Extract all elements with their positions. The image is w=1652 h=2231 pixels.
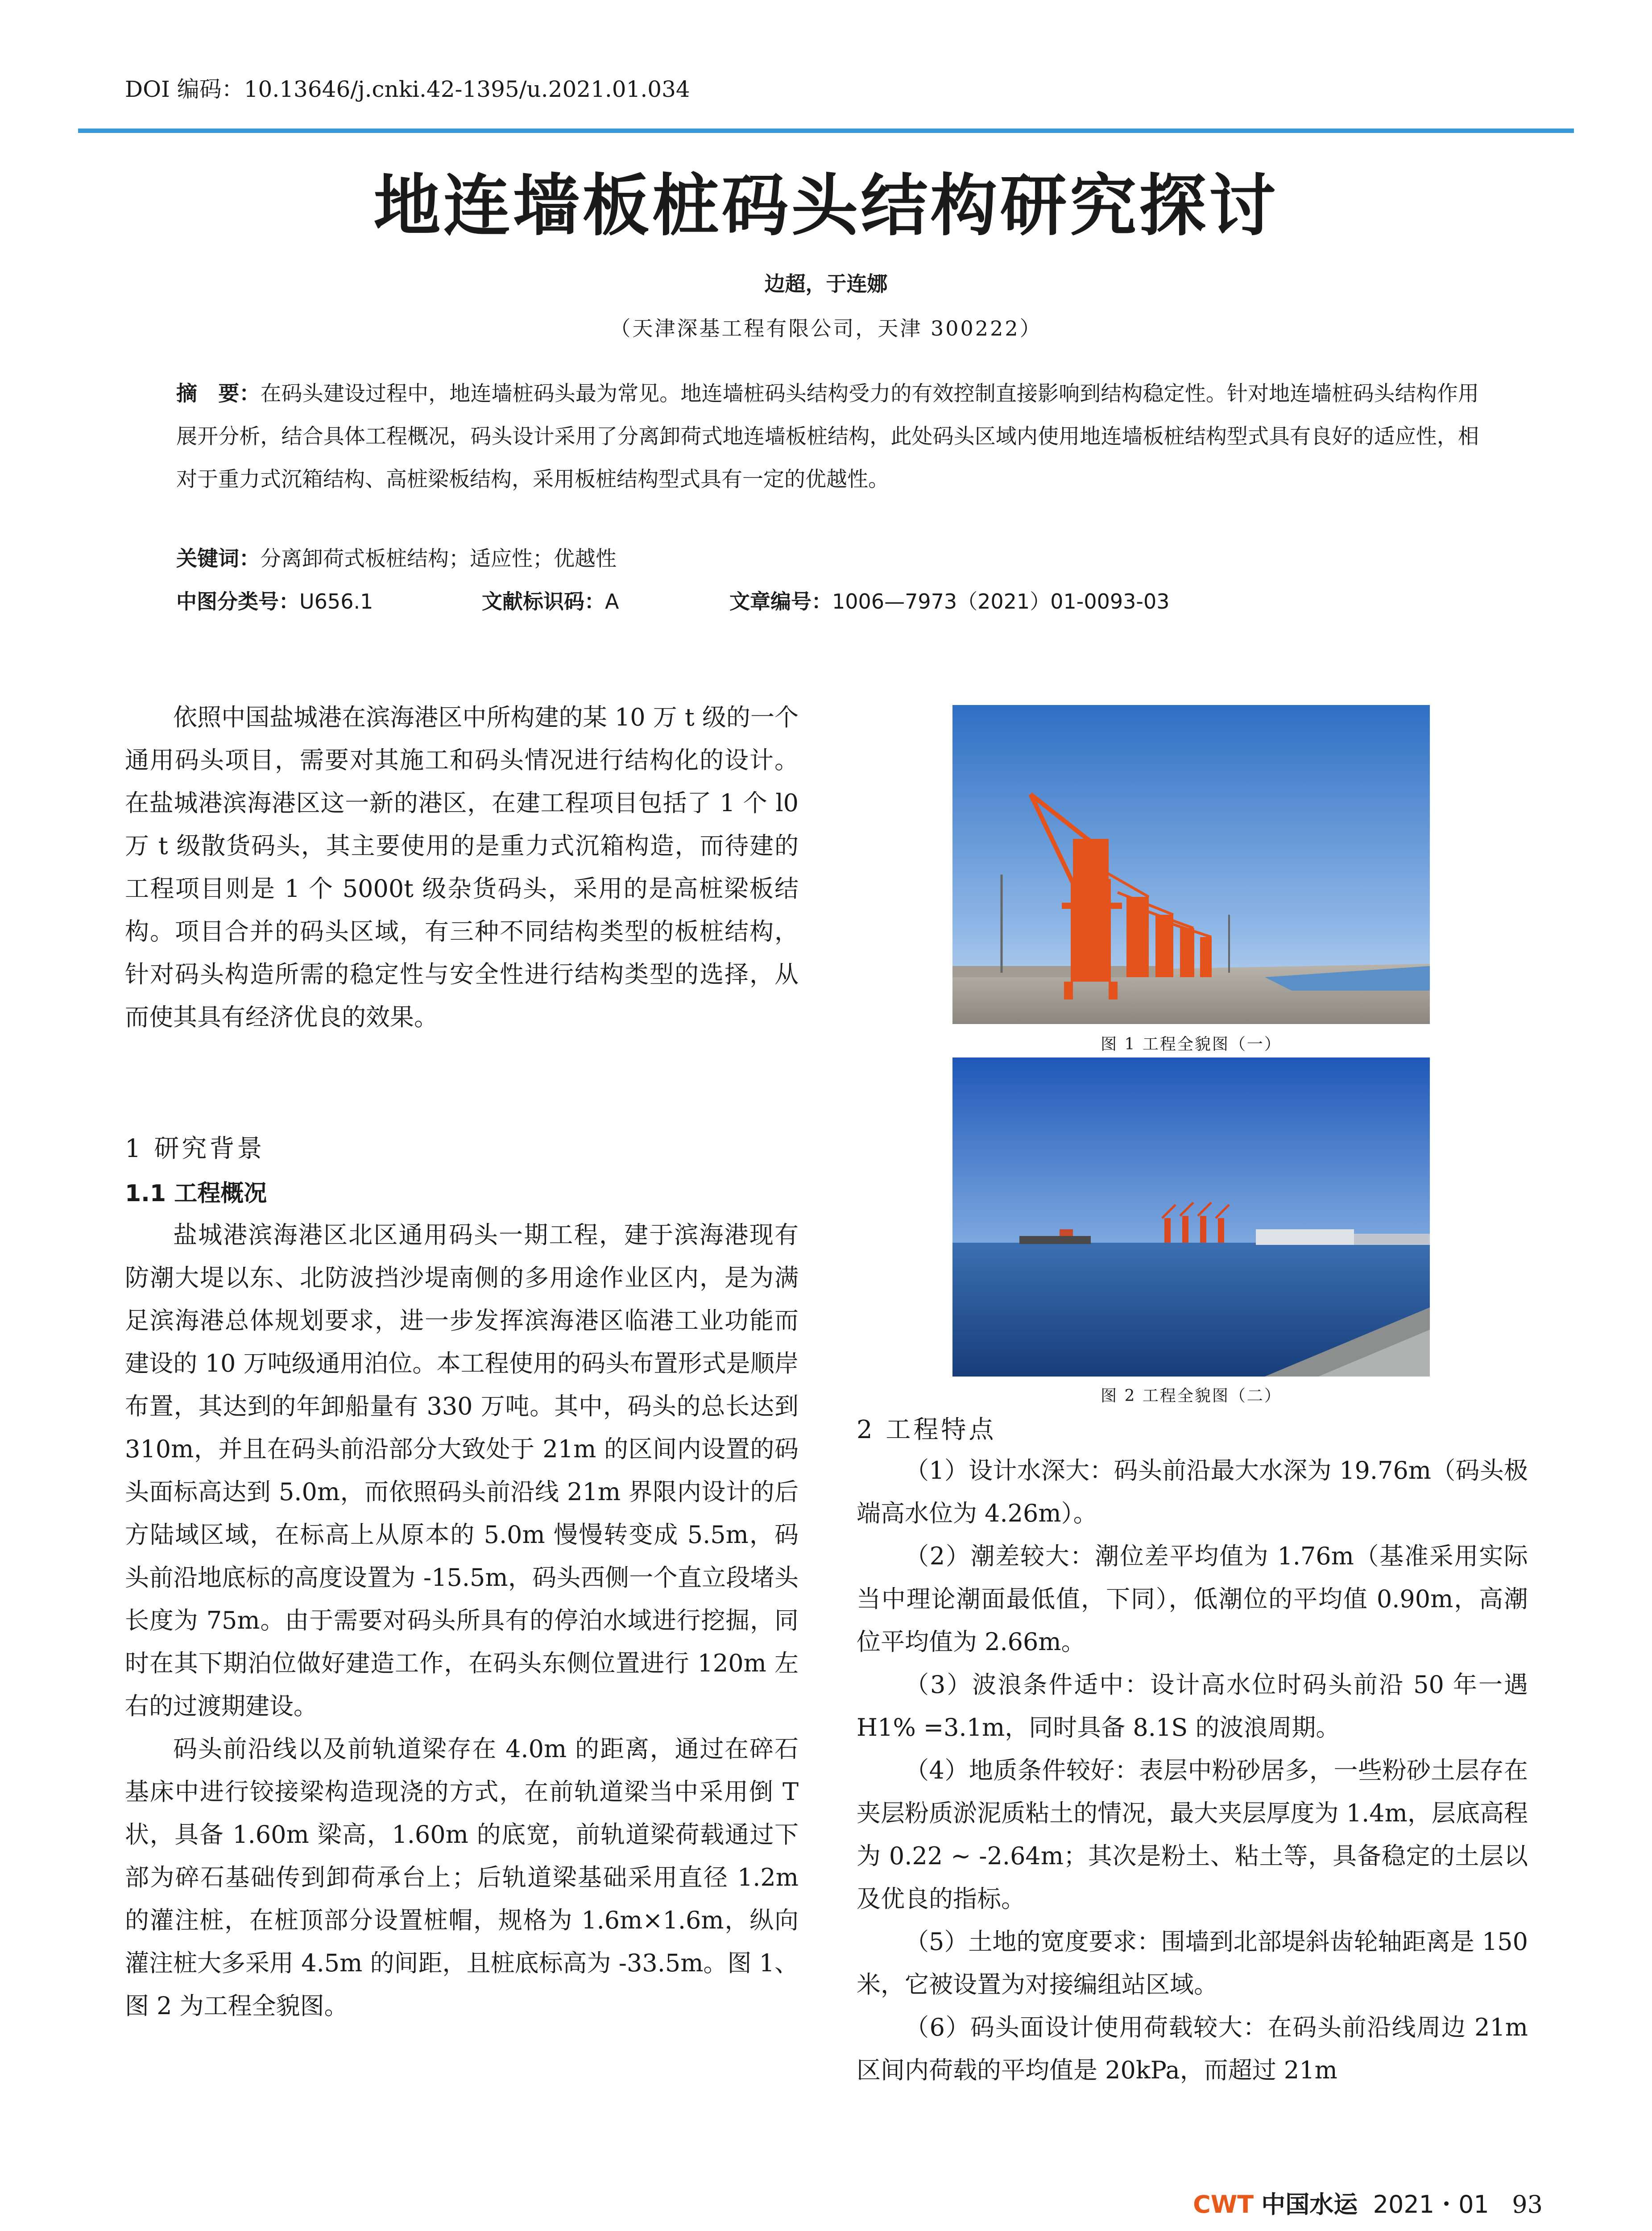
journal-name: 中国水运 bbox=[1261, 2190, 1358, 2219]
document-code bbox=[482, 585, 619, 615]
article-no-label: 文章编号： bbox=[729, 589, 832, 614]
article-number bbox=[729, 585, 1170, 615]
doc-code-label: 文献标识码： bbox=[482, 589, 605, 614]
keywords-text: 分离卸荷式板桩结构；适应性；优越性 bbox=[260, 547, 617, 571]
doc-code-value: A bbox=[605, 589, 619, 614]
feature-2: （2）潮差较大：潮位差平均值为 1.76m（基准采用实际当中理论潮面最低值，下同），低潮位的平均值 0.90m，高潮位平均值为 2.66m。 bbox=[857, 1542, 1528, 1656]
paragraph-project-overview: 盐城港滨海港区北区通用码头一期工程，建于滨海港现有防潮大堤以东、北防波挡沙堤南侧的多用途作业区内，是为满足滨海港总体规划要求，进一步发挥滨海港区临港工业功能而建设的 10 万吨级通用泊位。本工程使用的码头布置形式是顺岸布置，其达到的年卸船量有 330 万吨。其中，码头的总长达到 310m，并且在码头前沿部分大致处于 21m 的区间内设置的码头面标高达到 5.0m，而依照码头前沿线 21m 界限内设计的后方陆域区域，在标高上从原本的 5.0m 慢慢转变成 5.5m，码头前沿地底标的高度设置为 -15.5m，码头西侧一个直立段堵头长度为 75m。由于需要对码头所具有的停泊水域进行挖掘，同时在其下期泊位做好建造工作，在码头东侧位置进行 120m 左右的过渡期建设。 bbox=[125, 1221, 799, 1720]
article-no-value: 1006—7973（2021）01-0093-03 bbox=[832, 589, 1170, 614]
abstract-text: 在码头建设过程中，地连墙桩码头最为常见。地连墙桩码头结构受力的有效控制直接影响到结构稳定性。针对地连墙桩码头结构作用展开分析，结合具体工程概况，码头设计采用了分离卸荷式地连墙板桩结构，此处码头区域内使用地连墙板桩结构型式具有良好的适应性，相对于重力式沉箱结构、高桩梁板结构，采用板桩结构型式具有一定的优越性。 bbox=[176, 382, 1479, 492]
intro-text: 依照中国盐城港在滨海港区中所构建的某 10 万 t 级的一个通用码头项目，需要对其施工和码头情况进行结构化的设计。在盐城港滨海港区这一新的港区，在建工程项目包括了 1 个 l0 万 t 级散货码头，其主要使用的是重力式沉箱构造，而待建的工程项目则是 1 个 5000t 级杂货码头，采用的是高桩梁板结构。项目合并的码头区域，有三种不同结构类型的板桩结构，针对码头构造所需的稳定性与安全性进行结构类型的选择，从而使其具有经济优良的效果。 bbox=[125, 703, 799, 1031]
figure-2-photo bbox=[952, 1057, 1430, 1377]
section-heading-2: 2 工程特点 bbox=[857, 1415, 997, 1444]
feature-4: （4）地质条件较好：表层中粉砂居多，一些粉砂土层存在夹层粉质淤泥质粘土的情况，最大夹层厚度为 1.4m，层底高程为 0.22 ~ -2.64m；其次是粉土、粘土等，具备稳定的土层以及优良的指标。 bbox=[857, 1756, 1528, 1913]
subsection-heading-1-1: 1.1 工程概况 bbox=[125, 1180, 267, 1207]
article-affiliation: （天津深基工程有限公司，天津 300222） bbox=[610, 316, 1042, 340]
page-number: 93 bbox=[1512, 2190, 1543, 2219]
article-authors: 边超，于连娜 bbox=[764, 272, 888, 296]
crane-photo bbox=[952, 705, 1430, 1024]
keywords bbox=[176, 542, 617, 572]
intro-paragraph bbox=[125, 696, 799, 1039]
background-paragraphs bbox=[125, 1214, 799, 2028]
engineering-features bbox=[857, 1449, 1528, 2092]
page-footer bbox=[1193, 2185, 1543, 2220]
journal-brand: CWT bbox=[1193, 2190, 1254, 2219]
feature-5: （5）土地的宽度要求：围墙到北部堤斜齿轮轴距离是 150 米，它被设置为对接编组站区域。 bbox=[857, 1928, 1528, 1999]
article-title: 地连墙板桩码头结构研究探讨 bbox=[373, 167, 1279, 245]
keywords-label: 关键词： bbox=[176, 547, 260, 571]
paragraph-rail-beam: 码头前沿线以及前轨道梁存在 4.0m 的距离，通过在碎石基床中进行铰接梁构造现浇的方式，在前轨道梁当中采用倒 T 状，具备 1.60m 梁高，1.60m 的底宽，前轨道梁荷载通过下部为碎石基础传到卸荷承台上；后轨道梁基础采用直径 1.2m 的灌注桩，在桩顶部分设置桩帽，规格为 1.6m×1.6m，纵向灌注桩大多采用 4.5m 的间距，且桩底标高为 -33.5m。图 1、图 2 为工程全貌图。 bbox=[125, 1735, 799, 2020]
doi-line: DOI 编码：10.13646/j.cnki.42-1395/u.2021.01.034 bbox=[125, 76, 690, 102]
figure-1-caption: 图 1 工程全貌图（一） bbox=[1101, 1035, 1282, 1053]
header-rule bbox=[78, 129, 1574, 133]
clc-number bbox=[176, 585, 373, 615]
harbor-photo bbox=[952, 1057, 1430, 1377]
clc-label: 中图分类号： bbox=[176, 589, 299, 614]
clc-value: U656.1 bbox=[299, 589, 373, 614]
feature-3: （3）波浪条件适中：设计高水位时码头前沿 50 年一遇 H1% =3.1m，同时具备 8.1S 的波浪周期。 bbox=[857, 1671, 1528, 1742]
abstract-label: 摘 要： bbox=[176, 382, 261, 406]
abstract bbox=[176, 373, 1479, 501]
section-heading-1: 1 研究背景 bbox=[125, 1134, 265, 1163]
figure-2-caption: 图 2 工程全貌图（二） bbox=[1101, 1387, 1282, 1405]
feature-1: （1）设计水深大：码头前沿最大水深为 19.76m（码头极端高水位为 4.26m）。 bbox=[857, 1456, 1528, 1527]
issue-number: 2021・01 bbox=[1373, 2190, 1489, 2219]
figure-1-photo bbox=[952, 705, 1430, 1024]
feature-6: （6）码头面设计使用荷载较大：在码头前沿线周边 21m 区间内荷载的平均值是 20kPa，而超过 21m bbox=[857, 2013, 1528, 2084]
